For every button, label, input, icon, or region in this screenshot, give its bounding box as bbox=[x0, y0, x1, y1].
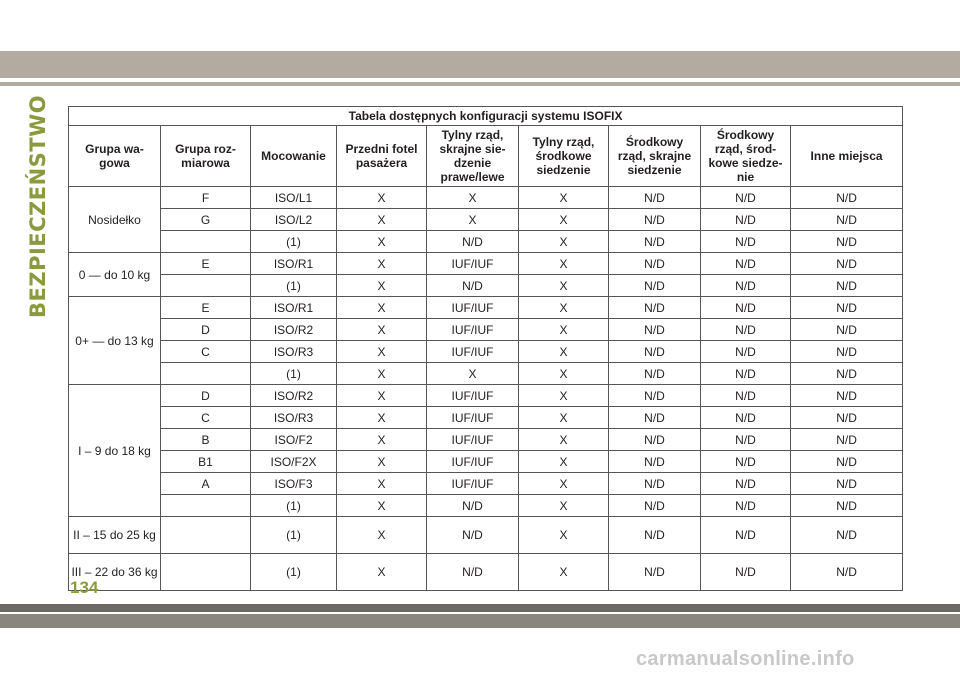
column-header: Środkowy rząd, środ-kowe siedze-nie bbox=[701, 126, 791, 187]
table-row bbox=[69, 495, 903, 517]
table-cell: X bbox=[519, 231, 609, 253]
table-cell: X bbox=[337, 319, 427, 341]
table-cell: N/D bbox=[791, 429, 903, 451]
table-cell: N/D bbox=[791, 253, 903, 275]
table-body bbox=[69, 187, 903, 591]
page-number: 134 bbox=[70, 578, 99, 597]
table-cell: N/D bbox=[701, 451, 791, 473]
table-cell: X bbox=[337, 231, 427, 253]
table-cell: D bbox=[161, 319, 251, 341]
table-cell: N/D bbox=[701, 297, 791, 319]
table-cell: X bbox=[519, 297, 609, 319]
table-cell: IUF/IUF bbox=[427, 341, 519, 363]
table-cell bbox=[161, 495, 251, 517]
column-header: Środkowy rząd, skrajne siedzenie bbox=[609, 126, 701, 187]
table-cell: X bbox=[519, 554, 609, 591]
table-cell: N/D bbox=[791, 187, 903, 209]
table-cell: N/D bbox=[427, 275, 519, 297]
table-cell: N/D bbox=[701, 253, 791, 275]
table-cell: X bbox=[519, 451, 609, 473]
table-cell: N/D bbox=[609, 407, 701, 429]
table-cell: N/D bbox=[609, 363, 701, 385]
header-band bbox=[0, 51, 960, 78]
watermark-text: carmanualsonline.info bbox=[636, 648, 855, 670]
table-cell: N/D bbox=[609, 429, 701, 451]
table-cell: N/D bbox=[791, 473, 903, 495]
table-cell: X bbox=[519, 429, 609, 451]
table-cell: X bbox=[337, 341, 427, 363]
table-title: Tabela dostępnych konfiguracji systemu ISOFIX bbox=[69, 107, 903, 126]
weight-group-cell: III – 22 do 36 kg bbox=[69, 554, 161, 591]
table-row bbox=[69, 554, 903, 591]
table-cell: N/D bbox=[609, 473, 701, 495]
table-cell: X bbox=[519, 187, 609, 209]
table-cell: N/D bbox=[427, 554, 519, 591]
table-cell: (1) bbox=[251, 275, 337, 297]
table-cell: X bbox=[519, 319, 609, 341]
table-cell: IUF/IUF bbox=[427, 473, 519, 495]
table-row bbox=[69, 363, 903, 385]
table-cell: X bbox=[519, 407, 609, 429]
table-cell: N/D bbox=[609, 297, 701, 319]
column-header: Tylny rząd, środkowe siedzenie bbox=[519, 126, 609, 187]
table-cell: N/D bbox=[609, 209, 701, 231]
table-cell: N/D bbox=[427, 495, 519, 517]
table-cell: N/D bbox=[701, 319, 791, 341]
table-cell bbox=[161, 363, 251, 385]
table-cell: IUF/IUF bbox=[427, 451, 519, 473]
isofix-configuration-table bbox=[68, 106, 903, 591]
table-cell: (1) bbox=[251, 495, 337, 517]
table-cell: N/D bbox=[701, 554, 791, 591]
table-cell: ISO/R2 bbox=[251, 319, 337, 341]
table-cell: E bbox=[161, 253, 251, 275]
table-cell: IUF/IUF bbox=[427, 407, 519, 429]
table-cell: IUF/IUF bbox=[427, 319, 519, 341]
table-row bbox=[69, 407, 903, 429]
table-cell: X bbox=[337, 554, 427, 591]
table-cell: N/D bbox=[609, 341, 701, 363]
column-header: Inne miejsca bbox=[791, 126, 903, 187]
table-cell: C bbox=[161, 341, 251, 363]
table-cell: N/D bbox=[791, 275, 903, 297]
weight-group-cell: II – 15 do 25 kg bbox=[69, 517, 161, 554]
table-cell: ISO/F2 bbox=[251, 429, 337, 451]
table-cell: X bbox=[337, 363, 427, 385]
table-cell: X bbox=[337, 473, 427, 495]
table-cell: N/D bbox=[609, 451, 701, 473]
weight-group-cell: I – 9 do 18 kg bbox=[69, 385, 161, 517]
table-cell: X bbox=[337, 275, 427, 297]
table-cell: N/D bbox=[701, 495, 791, 517]
table-cell: N/D bbox=[427, 517, 519, 554]
table-cell: X bbox=[519, 275, 609, 297]
table-cell: X bbox=[519, 253, 609, 275]
table-cell: N/D bbox=[791, 451, 903, 473]
table-cell: N/D bbox=[609, 495, 701, 517]
column-header: Przedni fotel pasażera bbox=[337, 126, 427, 187]
table-cell: X bbox=[519, 385, 609, 407]
table-cell: ISO/R1 bbox=[251, 253, 337, 275]
table-cell: X bbox=[519, 517, 609, 554]
table-cell: X bbox=[519, 209, 609, 231]
weight-group-cell: 0+ — do 13 kg bbox=[69, 297, 161, 385]
table-cell: IUF/IUF bbox=[427, 253, 519, 275]
table-cell: N/D bbox=[701, 429, 791, 451]
table-cell: C bbox=[161, 407, 251, 429]
table-cell: N/D bbox=[791, 495, 903, 517]
table-cell: N/D bbox=[701, 473, 791, 495]
table-cell: IUF/IUF bbox=[427, 297, 519, 319]
table-cell: B bbox=[161, 429, 251, 451]
table-cell: X bbox=[337, 187, 427, 209]
table-cell: N/D bbox=[791, 209, 903, 231]
table-cell: X bbox=[519, 495, 609, 517]
table-cell: X bbox=[427, 187, 519, 209]
table-cell: X bbox=[337, 517, 427, 554]
table-cell: N/D bbox=[701, 209, 791, 231]
table-cell: G bbox=[161, 209, 251, 231]
table-cell: E bbox=[161, 297, 251, 319]
table-cell: N/D bbox=[701, 275, 791, 297]
table-row bbox=[69, 297, 903, 319]
table-cell: ISO/F2X bbox=[251, 451, 337, 473]
table-row bbox=[69, 231, 903, 253]
table-cell: N/D bbox=[701, 517, 791, 554]
table-cell: N/D bbox=[609, 231, 701, 253]
table-cell: (1) bbox=[251, 363, 337, 385]
table-cell: F bbox=[161, 187, 251, 209]
table-row bbox=[69, 517, 903, 554]
column-header: Tylny rząd, skrajne sie-dzenie prawe/lewe bbox=[427, 126, 519, 187]
table-cell: N/D bbox=[609, 554, 701, 591]
table-cell: N/D bbox=[791, 554, 903, 591]
table-cell: X bbox=[337, 209, 427, 231]
table-row bbox=[69, 473, 903, 495]
table-cell: N/D bbox=[791, 231, 903, 253]
table-cell: N/D bbox=[609, 275, 701, 297]
table-cell: N/D bbox=[609, 517, 701, 554]
table-row bbox=[69, 209, 903, 231]
table-cell: (1) bbox=[251, 554, 337, 591]
table-row bbox=[69, 385, 903, 407]
table-cell: (1) bbox=[251, 231, 337, 253]
table-cell: ISO/L2 bbox=[251, 209, 337, 231]
table-cell: X bbox=[427, 209, 519, 231]
weight-group-cell: Nosidełko bbox=[69, 187, 161, 253]
table-cell: (1) bbox=[251, 517, 337, 554]
table-cell: N/D bbox=[701, 363, 791, 385]
table-cell bbox=[161, 275, 251, 297]
table-cell: D bbox=[161, 385, 251, 407]
footer-band bbox=[0, 604, 960, 612]
table-cell: N/D bbox=[609, 319, 701, 341]
table-cell bbox=[161, 554, 251, 591]
table-cell: N/D bbox=[609, 187, 701, 209]
table-cell: X bbox=[337, 253, 427, 275]
table-cell: X bbox=[337, 385, 427, 407]
table-cell: ISO/L1 bbox=[251, 187, 337, 209]
table-row bbox=[69, 253, 903, 275]
table-cell: X bbox=[337, 297, 427, 319]
column-header: Mocowanie bbox=[251, 126, 337, 187]
table-cell: ISO/R1 bbox=[251, 297, 337, 319]
table-cell: N/D bbox=[791, 319, 903, 341]
table-header-row bbox=[69, 126, 903, 187]
table-cell: N/D bbox=[791, 341, 903, 363]
table-cell: ISO/R3 bbox=[251, 341, 337, 363]
table-cell: X bbox=[337, 495, 427, 517]
table-cell: N/D bbox=[701, 407, 791, 429]
table-cell: N/D bbox=[791, 385, 903, 407]
table-row bbox=[69, 451, 903, 473]
table-row bbox=[69, 341, 903, 363]
table-cell: ISO/R2 bbox=[251, 385, 337, 407]
section-title-vertical: BEZPIECZEŃSTWO bbox=[26, 94, 50, 318]
table-cell: X bbox=[337, 451, 427, 473]
footer-band-secondary bbox=[0, 614, 960, 628]
column-header: Grupa wa-gowa bbox=[69, 126, 161, 187]
table-cell: N/D bbox=[791, 517, 903, 554]
table-cell: X bbox=[337, 407, 427, 429]
table-cell: X bbox=[519, 363, 609, 385]
table-cell: ISO/R3 bbox=[251, 407, 337, 429]
table-cell: N/D bbox=[701, 341, 791, 363]
table-cell: N/D bbox=[791, 407, 903, 429]
table-cell: N/D bbox=[609, 253, 701, 275]
table-cell bbox=[161, 231, 251, 253]
table-cell: N/D bbox=[791, 297, 903, 319]
table-cell: N/D bbox=[701, 231, 791, 253]
table-cell: A bbox=[161, 473, 251, 495]
weight-group-cell: 0 — do 10 kg bbox=[69, 253, 161, 297]
table-cell bbox=[161, 517, 251, 554]
table-cell: N/D bbox=[427, 231, 519, 253]
table-cell: IUF/IUF bbox=[427, 429, 519, 451]
table-cell: X bbox=[519, 473, 609, 495]
table-cell: X bbox=[519, 341, 609, 363]
table-row bbox=[69, 187, 903, 209]
table-cell: X bbox=[337, 429, 427, 451]
table-cell: N/D bbox=[701, 385, 791, 407]
table-cell: X bbox=[427, 363, 519, 385]
table-cell: B1 bbox=[161, 451, 251, 473]
column-header: Grupa roz-miarowa bbox=[161, 126, 251, 187]
table-cell: N/D bbox=[609, 385, 701, 407]
table-row bbox=[69, 429, 903, 451]
table-cell: N/D bbox=[701, 187, 791, 209]
table-cell: N/D bbox=[791, 363, 903, 385]
header-rule bbox=[0, 82, 960, 86]
table-cell: IUF/IUF bbox=[427, 385, 519, 407]
table-row bbox=[69, 319, 903, 341]
table-cell: ISO/F3 bbox=[251, 473, 337, 495]
table-row bbox=[69, 275, 903, 297]
